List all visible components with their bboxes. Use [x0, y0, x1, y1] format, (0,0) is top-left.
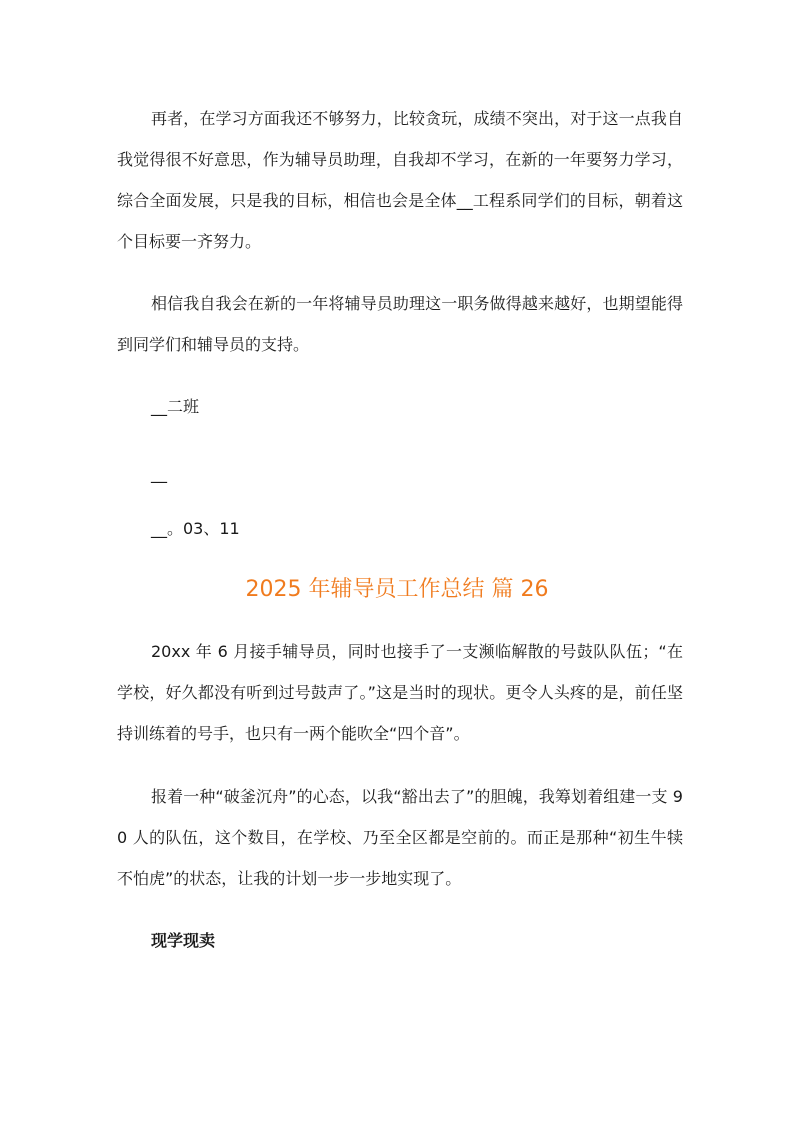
subheading-learn-and-apply: 现学现卖 — [151, 931, 216, 950]
paragraph-build-team: 报着一种“破釜沉舟”的心态，以我“豁出去了”的胆魄，我筹划着组建一支 90 人的队伍，这个数目，在学校、乃至全区都是空前的。而正是那种“初生牛犊不怕虎”的状态，让我的计划一步一步地实现了。 — [117, 787, 683, 888]
paragraph-confidence: 相信我自我会在新的一年将辅导员助理这一职务做得越来越好，也期望能得到同学们和辅导员的支持。 — [117, 294, 683, 354]
paragraph-took-over-band: 20xx 年 6 月接手辅导员，同时也接手了一支濒临解散的号鼓队队伍；“在学校，好久都没有听到过号鼓声了。”这是当时的现状。更令人头疼的是，前任坚持训练着的号手，也只有一两个能吹全“四个音”。 — [117, 642, 683, 743]
paragraph-study-effort: 再者，在学习方面我还不够努力，比较贪玩，成绩不突出，对于这一点我自我觉得很不好意思，作为辅导员助理，自我却不学习，在新的一年要努力学习，综合全面发展，只是我的目标，相信也会是全体__工程系同学们的目标，朝着这个目标要一齐努力。 — [117, 109, 683, 251]
signature-class: __二班 — [151, 397, 200, 416]
signature-date: __。03、11 — [151, 519, 240, 538]
section-heading: 2025 年辅导员工作总结 篇 26 — [245, 577, 549, 602]
signature-blank-line: __ — [151, 464, 167, 483]
